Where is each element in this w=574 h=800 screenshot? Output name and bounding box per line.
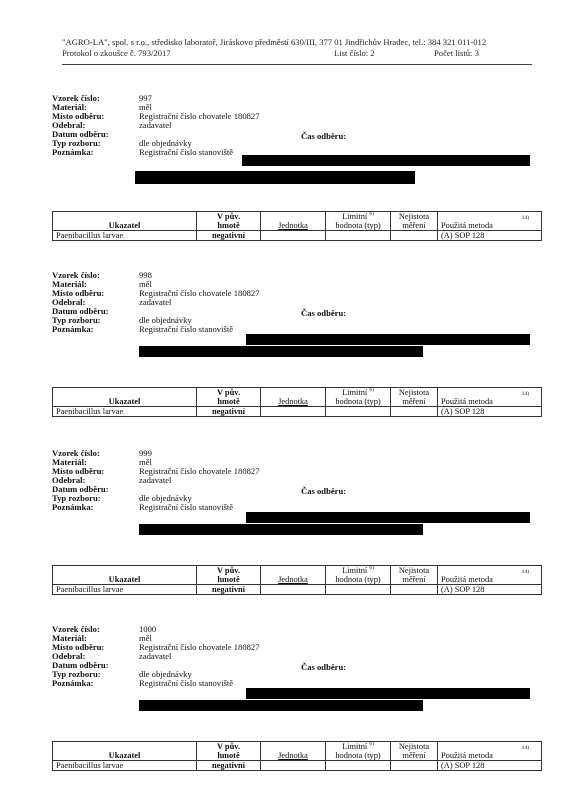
redaction-bar	[246, 512, 530, 523]
note-label: Poznámka:	[52, 502, 94, 512]
sheet-number: List číslo: 2	[334, 48, 375, 58]
material-label: Materiál:	[52, 457, 87, 467]
limit-header: Limitní $^{6)}$ hodnota (typ)	[326, 566, 391, 585]
method-header: 14) Použitá metoda	[438, 566, 542, 585]
place-value: Registrační číslo chovatele 180827	[139, 288, 260, 298]
material-label: Materiál:	[52, 279, 87, 289]
uncertainty-header: Nejistota měření	[391, 566, 438, 585]
document-header	[62, 37, 532, 59]
place-value: Registrační číslo chovatele 180827	[139, 642, 260, 652]
method-header: 14) Použitá metoda	[438, 742, 542, 761]
place-value: Registrační číslo chovatele 180827	[139, 466, 260, 476]
uncertainty-cell	[391, 231, 438, 241]
note-value: Registrační číslo stanoviště	[139, 678, 234, 688]
results-table	[52, 211, 542, 241]
limit-cell	[326, 407, 391, 417]
result-value: negativní	[197, 231, 261, 241]
redaction-bar	[246, 334, 530, 345]
results-table	[52, 387, 542, 417]
result-value: negativní	[197, 407, 261, 417]
orig-weight-header: V pův. hmotě	[197, 388, 261, 407]
taken-by-value: zadavatel	[139, 475, 172, 485]
indicator-header: Ukazatel	[53, 212, 197, 231]
limit-header: Limitní $^{6)}$ hodnota (typ)	[326, 742, 391, 761]
material-value: měl	[139, 102, 152, 112]
unit-header: Jednotka	[261, 742, 326, 761]
material-label: Materiál:	[52, 102, 87, 112]
indicator-header: Ukazatel	[53, 566, 197, 585]
unit-cell	[261, 407, 326, 417]
note-value: Registrační číslo stanoviště	[139, 502, 234, 512]
header-divider	[62, 64, 532, 65]
method-cell: (A) SOP 128	[438, 231, 542, 241]
orig-weight-header: V pův. hmotě	[197, 742, 261, 761]
method-header: 14) Použitá metoda	[438, 388, 542, 407]
uncertainty-header: Nejistota měření	[391, 212, 438, 231]
analysis-type-value: dle objednávky	[139, 669, 192, 679]
material-value: měl	[139, 633, 152, 643]
redaction-bar	[242, 155, 530, 166]
sample-number: 999	[139, 448, 152, 458]
result-value: negativní	[197, 585, 261, 595]
material-value: měl	[139, 457, 152, 467]
table-row	[53, 231, 542, 241]
redaction-bar	[246, 688, 530, 699]
limit-cell	[326, 761, 391, 771]
table-row	[53, 585, 542, 595]
taken-by-value: zadavatel	[139, 297, 172, 307]
analysis-type-label: Typ rozboru:	[52, 138, 101, 148]
results-table	[52, 741, 542, 771]
place-label: Místo odběru:	[52, 642, 105, 652]
results-table	[52, 565, 542, 595]
unit-cell	[261, 761, 326, 771]
table-row	[53, 407, 542, 417]
table-header-row	[53, 566, 542, 585]
sample-number-label: Vzorek číslo:	[52, 93, 100, 103]
method-cell: (A) SOP 128	[438, 585, 542, 595]
method-cell: (A) SOP 128	[438, 407, 542, 417]
method-cell: (A) SOP 128	[438, 761, 542, 771]
material-label: Materiál:	[52, 633, 87, 643]
indicator-header: Ukazatel	[53, 742, 197, 761]
method-header: 14) Použitá metoda	[438, 212, 542, 231]
uncertainty-cell	[391, 407, 438, 417]
sample-number: 998	[139, 270, 152, 280]
analysis-type-value: dle objednávky	[139, 493, 192, 503]
unit-cell	[261, 231, 326, 241]
limit-cell	[326, 231, 391, 241]
time-label: Čas odběru:	[301, 486, 347, 496]
orig-weight-header: V pův. hmotě	[197, 212, 261, 231]
unit-header: Jednotka	[261, 212, 326, 231]
indicator-cell: Paenibacillus larvae	[53, 407, 197, 417]
uncertainty-header: Nejistota měření	[391, 388, 438, 407]
sample-number-label: Vzorek číslo:	[52, 448, 100, 458]
redaction-bar	[139, 700, 423, 711]
indicator-cell: Paenibacillus larvae	[53, 231, 197, 241]
analysis-type-value: dle objednávky	[139, 138, 192, 148]
taken-by-value: zadavatel	[139, 651, 172, 661]
sample-number: 997	[139, 93, 152, 103]
limit-header: Limitní $^{6)}$ hodnota (typ)	[326, 388, 391, 407]
material-value: měl	[139, 279, 152, 289]
note-value: Registrační číslo stanoviště	[139, 324, 234, 334]
orig-weight-header: V pův. hmotě	[197, 566, 261, 585]
table-header-row	[53, 212, 542, 231]
indicator-cell: Paenibacillus larvae	[53, 585, 197, 595]
analysis-type-label: Typ rozboru:	[52, 669, 101, 679]
time-label: Čas odběru:	[301, 308, 347, 318]
sample-info-block	[52, 449, 542, 512]
unit-header: Jednotka	[261, 566, 326, 585]
table-header-row	[53, 388, 542, 407]
uncertainty-cell	[391, 585, 438, 595]
unit-cell	[261, 585, 326, 595]
note-value: Registrační číslo stanoviště	[139, 147, 234, 157]
table-row	[53, 761, 542, 771]
result-value: negativní	[197, 761, 261, 771]
note-label: Poznámka:	[52, 147, 94, 157]
redaction-bar	[135, 171, 415, 184]
date-label: Datum odběru:	[52, 306, 109, 316]
date-label: Datum odběru:	[52, 484, 109, 494]
sample-info-block	[52, 94, 542, 157]
protocol-number: Protokol o zkoušce č. 793/2017	[62, 48, 171, 58]
limit-cell	[326, 585, 391, 595]
limit-header: Limitní $^{6)}$ hodnota (typ)	[326, 212, 391, 231]
taken-by-label: Odebral:	[52, 475, 86, 485]
indicator-header: Ukazatel	[53, 388, 197, 407]
protocol-line	[62, 48, 532, 59]
sample-number: 1000	[139, 624, 157, 634]
uncertainty-cell	[391, 761, 438, 771]
analysis-type-label: Typ rozboru:	[52, 315, 101, 325]
table-header-row	[53, 742, 542, 761]
taken-by-label: Odebral:	[52, 297, 86, 307]
note-label: Poznámka:	[52, 324, 94, 334]
sample-info-block	[52, 271, 542, 334]
place-label: Místo odběru:	[52, 288, 105, 298]
note-label: Poznámka:	[52, 678, 94, 688]
analysis-type-label: Typ rozboru:	[52, 493, 101, 503]
place-label: Místo odběru:	[52, 466, 105, 476]
place-value: Registrační číslo chovatele 180827	[139, 111, 260, 121]
page-count: Počet listů: 3	[434, 48, 479, 58]
date-label: Datum odběru:	[52, 660, 109, 670]
sample-number-label: Vzorek číslo:	[52, 624, 100, 634]
taken-by-label: Odebral:	[52, 651, 86, 661]
unit-header: Jednotka	[261, 388, 326, 407]
taken-by-label: Odebral:	[52, 120, 86, 130]
date-label: Datum odběru:	[52, 129, 109, 139]
place-label: Místo odběru:	[52, 111, 105, 121]
lab-address-line: "AGRO-LA", spol. s r.o., středisko laboratoř, Jiráskovo předměstí 630/III, 377 01 Jindřichův Hradec, tel.: 384 321 011-012	[62, 37, 487, 47]
time-label: Čas odběru:	[301, 131, 347, 141]
sample-number-label: Vzorek číslo:	[52, 270, 100, 280]
sample-info-block	[52, 625, 542, 688]
taken-by-value: zadavatel	[139, 120, 172, 130]
redaction-bar	[139, 524, 423, 535]
indicator-cell: Paenibacillus larvae	[53, 761, 197, 771]
time-label: Čas odběru:	[301, 662, 347, 672]
uncertainty-header: Nejistota měření	[391, 742, 438, 761]
redaction-bar	[139, 346, 423, 357]
analysis-type-value: dle objednávky	[139, 315, 192, 325]
